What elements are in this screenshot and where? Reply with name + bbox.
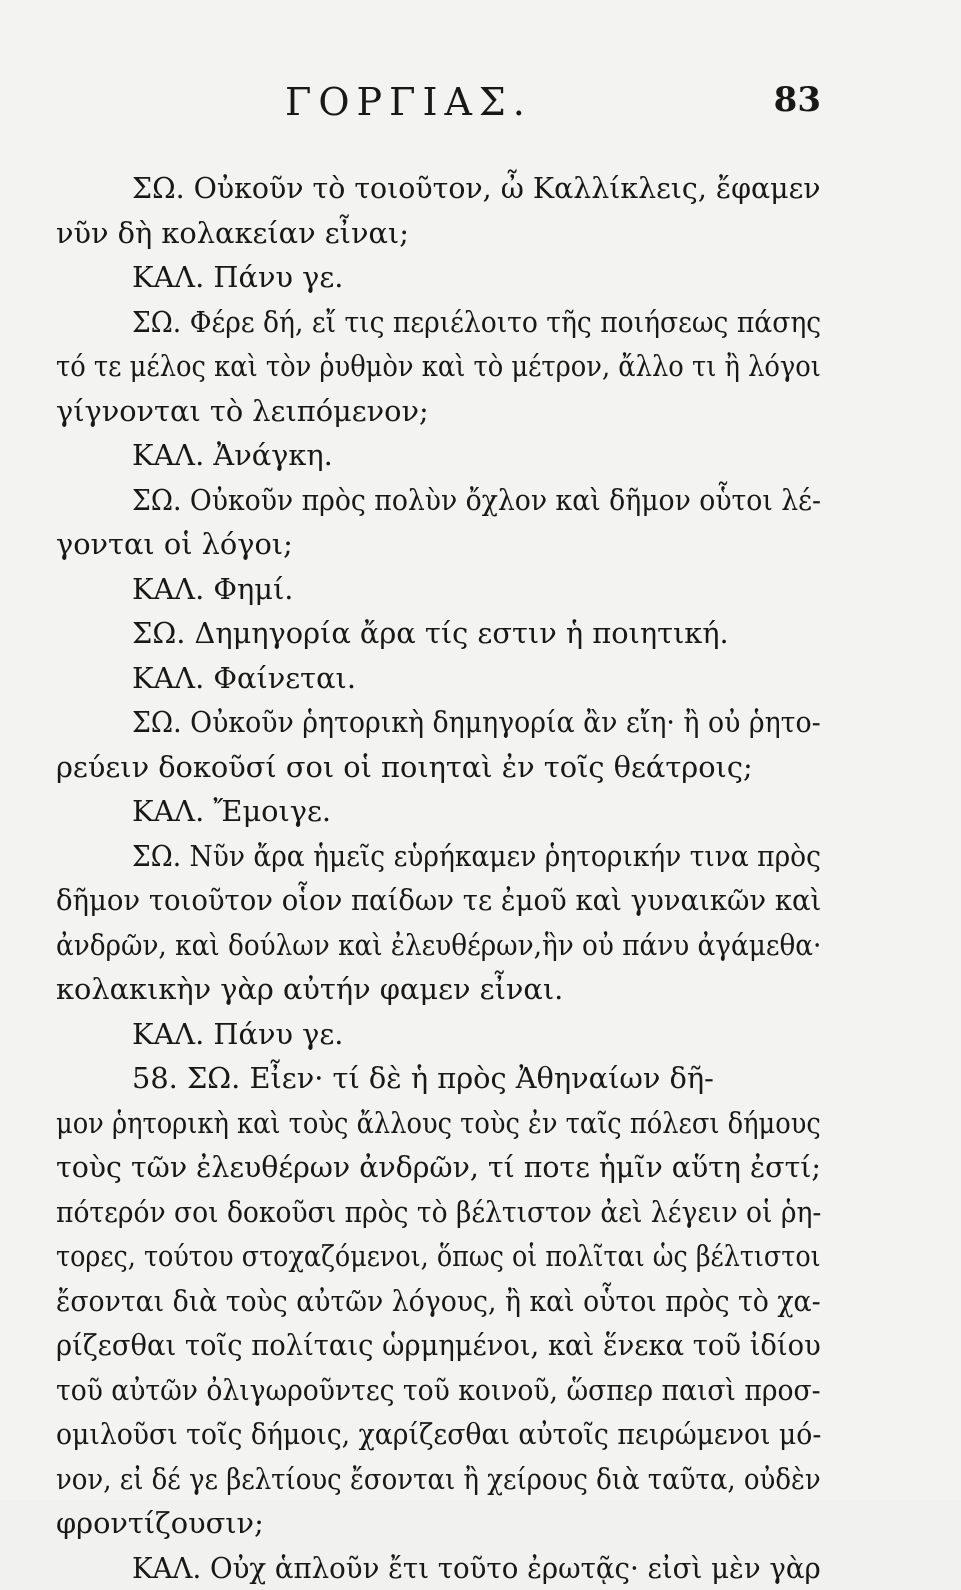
text-line: ΚΑΛ. Φαίνεται.: [56, 656, 821, 701]
text-line: κολακικὴν γὰρ αὐτήν φαμεν εἶναι.: [56, 967, 821, 1012]
text-line: ΚΑΛ. Πάνυ γε.: [56, 1012, 821, 1057]
text-line: τοῦ αὐτῶν ὀλιγωροῦντες τοῦ κοινοῦ, ὥσπερ παισὶ προσ-: [56, 1368, 821, 1413]
text-line: τοὺς τῶν ἐλευθέρων ἀνδρῶν, τί ποτε ἡμῖν αὕτη ἐστί;: [56, 1145, 821, 1190]
text-line: ἀνδρῶν, καὶ δούλων καὶ ἐλευθέρων,ἣν οὐ πάνυ ἀγάμεθα·: [56, 923, 821, 968]
text-line: τό τε μέλος καὶ τὸν ῥυθμὸν καὶ τὸ μέτρον, ἄλλο τι ἢ λόγοι: [56, 344, 821, 389]
text-line: γονται οἱ λόγοι;: [56, 522, 821, 567]
text-line: ρίζεσθαι τοῖς πολίταις ὡρμημένοι, καὶ ἕνεκα τοῦ ἰδίου: [56, 1323, 821, 1368]
text-line: ΣΩ. Οὐκοῦν τὸ τοιοῦτον, ὦ Καλλίκλεις, ἔφαμεν: [56, 166, 821, 211]
text-line: ΣΩ. Νῦν ἄρα ἡμεῖς εὑρήκαμεν ῥητορικήν τινα πρὸς: [56, 834, 821, 879]
text-line: τορες, τούτου στοχαζόμενοι, ὅπως οἱ πολῖται ὡς βέλτιστοι: [56, 1234, 821, 1279]
text-line: μον ῥητορικὴ καὶ τοὺς ἄλλους τοὺς ἐν ταῖς πόλεσι δήμους: [56, 1101, 821, 1146]
text-line: ρεύειν δοκοῦσί σοι οἱ ποιηταὶ ἐν τοῖς θεάτροις;: [56, 745, 821, 790]
text-line: δῆμον τοιοῦτον οἷον παίδων τε ἐμοῦ καὶ γυναικῶν καὶ: [56, 878, 821, 923]
text-line: ΚΑΛ. Ἔμοιγε.: [56, 789, 821, 834]
text-line: ΣΩ. Οὐκοῦν πρὸς πολὺν ὄχλον καὶ δῆμον οὗτοι λέ-: [56, 478, 821, 523]
page-number: 83: [774, 80, 821, 120]
text-line: ομιλοῦσι τοῖς δήμοις, χαρίζεσθαι αὐτοῖς πειρώμενοι μό-: [56, 1412, 821, 1457]
text-line: ΚΑΛ. Ἀνάγκη.: [56, 433, 821, 478]
text-line: ΚΑΛ. Φημί.: [56, 567, 821, 612]
text-line: 58. ΣΩ. Εἶεν· τί δὲ ἡ πρὸς Ἀθηναίων δῆ-: [56, 1056, 821, 1101]
text-line: νον, εἰ δέ γε βελτίους ἔσονται ἢ χείρους διὰ ταῦτα, οὐδὲν: [56, 1457, 821, 1502]
running-title: ΓΟΡΓΙΑΣ.: [285, 80, 532, 124]
text-line: φροντίζουσιν;: [56, 1501, 821, 1546]
text-line: ΣΩ. Οὐκοῦν ῥητορικὴ δημηγορία ἂν εἴη· ἢ οὐ ῥητο-: [56, 700, 821, 745]
text-line: ἔσονται διὰ τοὺς αὐτῶν λόγους, ἢ καὶ οὗτοι πρὸς τὸ χα-: [56, 1279, 821, 1324]
text-line: ΚΑΛ. Πάνυ γε.: [56, 255, 821, 300]
text-line: ΣΩ. Φέρε δή, εἴ τις περιέλοιτο τῆς ποιήσεως πάσης: [56, 300, 821, 345]
page-header: [56, 80, 821, 130]
text-line: νῦν δὴ κολακείαν εἶναι;: [56, 211, 821, 256]
text-line: πότερόν σοι δοκοῦσι πρὸς τὸ βέλτιστον ἀεὶ λέγειν οἱ ῥη-: [56, 1190, 821, 1235]
text-line: ΚΑΛ. Οὐχ ἁπλοῦν ἔτι τοῦτο ἐρωτᾷς· εἰσὶ μὲν γὰρ: [56, 1546, 821, 1590]
body-text: [56, 166, 821, 1590]
text-line: ΣΩ. Δημηγορία ἄρα τίς εστιν ἡ ποιητική.: [56, 611, 821, 656]
text-line: γίγνονται τὸ λειπόμενον;: [56, 389, 821, 434]
